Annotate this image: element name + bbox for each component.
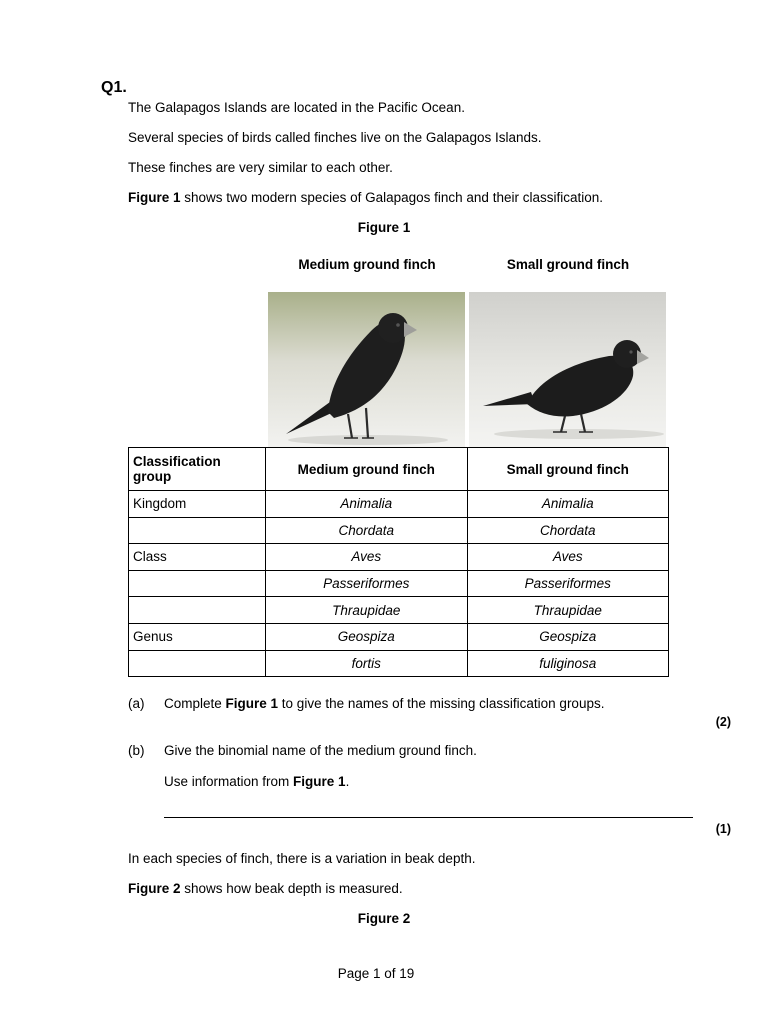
intro-line-3: These finches are very similar to each other.	[128, 160, 393, 175]
intro-line-2: Several species of birds called finches live on the Galapagos Islands.	[128, 130, 542, 145]
table-row	[129, 650, 669, 677]
group-cell-blank[interactable]	[129, 650, 266, 677]
group-cell: Class	[129, 544, 266, 571]
figure1-intro	[128, 190, 603, 205]
group-cell-blank[interactable]	[129, 570, 266, 597]
table-header-row	[129, 448, 669, 491]
classification-table	[128, 447, 669, 677]
part-b-answer-line[interactable]	[164, 817, 693, 818]
figure1-title: Figure 1	[357, 220, 411, 235]
table-row	[129, 517, 669, 544]
medium-value-cell: Chordata	[266, 517, 468, 544]
group-cell-blank[interactable]	[129, 597, 266, 624]
small-ground-finch-photo	[469, 292, 666, 447]
part-a-marks: (2)	[715, 715, 731, 729]
table-row	[129, 570, 669, 597]
part-b-text: Give the binomial name of the medium ground finch.	[164, 743, 477, 758]
small-value-cell: Geospiza	[467, 623, 669, 650]
header-classification-group: Classification group	[129, 448, 266, 491]
part-b-label: (b)	[128, 743, 145, 758]
medium-value-cell: Passeriformes	[266, 570, 468, 597]
figure2-intro-line-1: In each species of finch, there is a variation in beak depth.	[128, 851, 476, 866]
question-number: Q1.	[101, 79, 127, 96]
medium-value-cell: Geospiza	[266, 623, 468, 650]
figure1-intro-text: shows two modern species of Galapagos finch and their classification.	[180, 190, 603, 205]
species-heading-small: Small ground finch	[506, 257, 630, 272]
table-row	[129, 623, 669, 650]
part-b-marks: (1)	[715, 822, 731, 836]
group-cell: Genus	[129, 623, 266, 650]
part-a-text	[164, 696, 604, 711]
medium-value-cell: Aves	[266, 544, 468, 571]
figure2-ref: Figure 2	[128, 881, 181, 896]
part-b-hint-pre: Use information from	[164, 774, 294, 789]
table-row	[129, 597, 669, 624]
page-number: Page 1 of 19	[337, 966, 415, 981]
part-a-figure-ref: Figure 1	[225, 696, 279, 711]
figure1-ref: Figure 1	[128, 190, 181, 205]
part-b-hint-post: .	[345, 774, 350, 789]
group-cell-blank[interactable]	[129, 517, 266, 544]
medium-value-cell: fortis	[266, 650, 468, 677]
medium-ground-finch-photo	[268, 292, 465, 447]
figure2-intro-text: shows how beak depth is measured.	[180, 881, 403, 896]
part-a-text-post: to give the names of the missing classification groups.	[278, 696, 605, 711]
part-a-label: (a)	[128, 696, 145, 711]
table-row	[129, 491, 669, 518]
small-value-cell: Aves	[467, 544, 669, 571]
small-value-cell: Thraupidae	[467, 597, 669, 624]
part-b-figure-ref: Figure 1	[293, 774, 346, 789]
figure2-title: Figure 2	[357, 911, 411, 926]
small-value-cell: fuliginosa	[467, 650, 669, 677]
intro-line-1: The Galapagos Islands are located in the Pacific Ocean.	[128, 100, 465, 115]
part-b-hint	[164, 774, 349, 789]
small-value-cell: Animalia	[467, 491, 669, 518]
small-value-cell: Passeriformes	[467, 570, 669, 597]
medium-value-cell: Animalia	[266, 491, 468, 518]
part-a-text-pre: Complete	[164, 696, 226, 711]
header-medium-ground-finch: Medium ground finch	[266, 448, 468, 491]
small-value-cell: Chordata	[467, 517, 669, 544]
table-row	[129, 544, 669, 571]
medium-value-cell: Thraupidae	[266, 597, 468, 624]
group-cell: Kingdom	[129, 491, 266, 518]
figure2-intro-line-2	[128, 881, 403, 896]
species-heading-medium: Medium ground finch	[298, 257, 436, 272]
header-small-ground-finch: Small ground finch	[467, 448, 669, 491]
